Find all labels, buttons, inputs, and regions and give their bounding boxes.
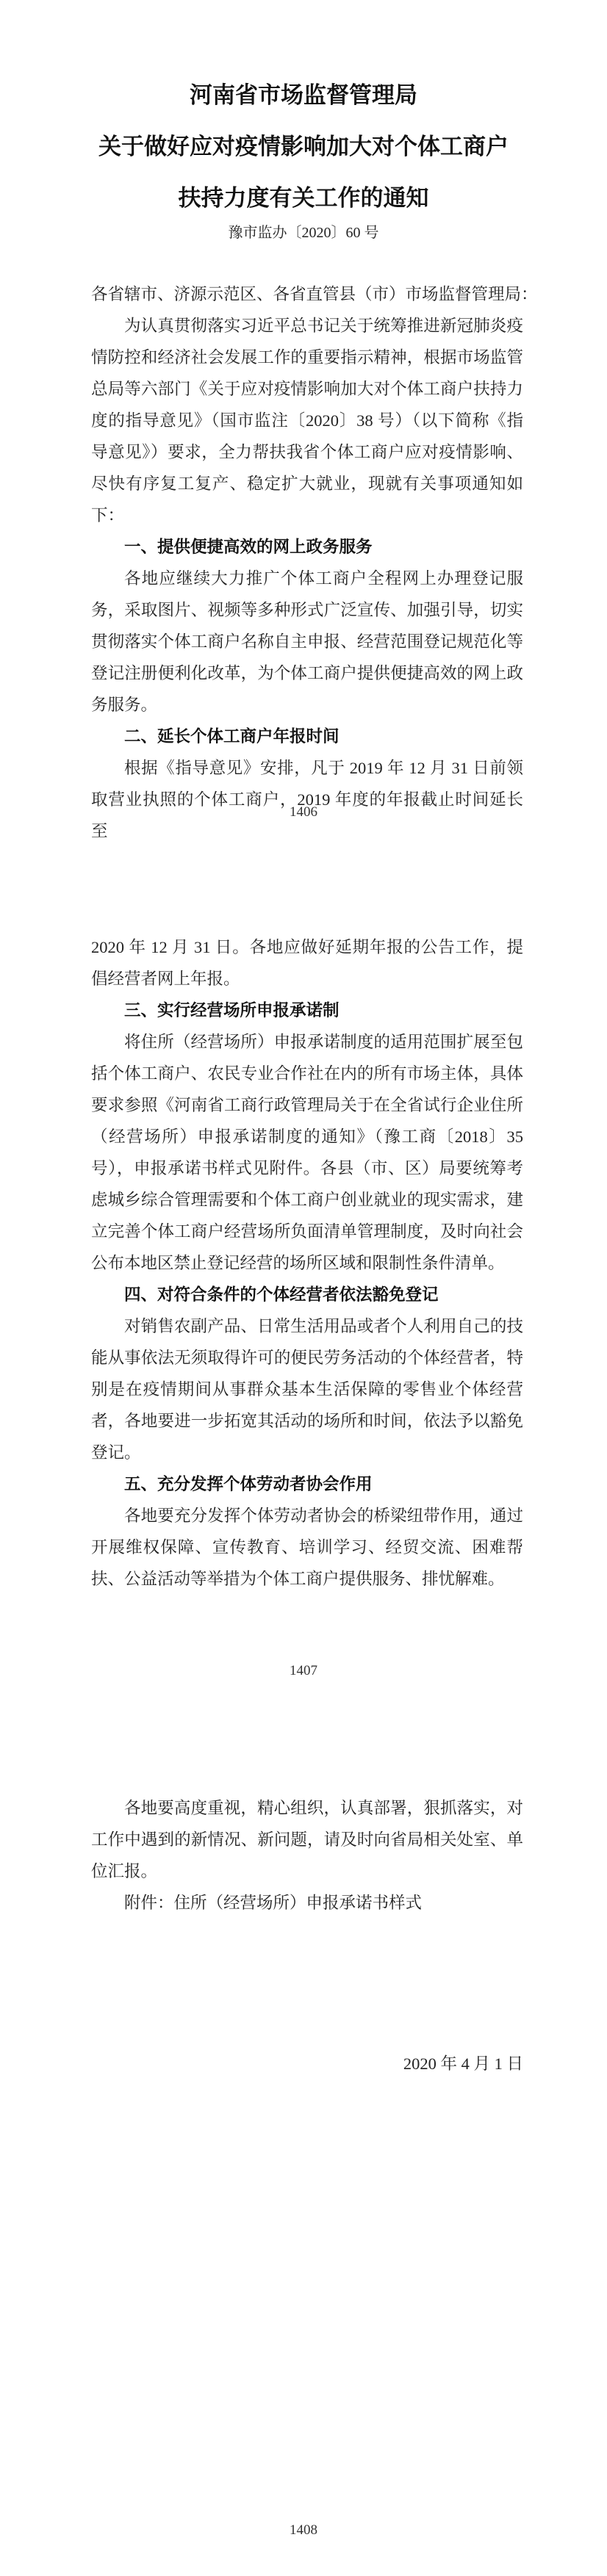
section-2-heading: 二、延长个体工商户年报时间: [124, 727, 340, 746]
title-line-agency: 河南省市场监督管理局: [190, 82, 417, 108]
page-2-body: [91, 931, 523, 1595]
salutation: 各省辖市、济源示范区、各省直管县（市）市场监督管理局：: [91, 285, 538, 303]
section-4-paragraph: 对销售农副产品、日常生活用品或者个人利用自己的技能从事依法无须取得许可的便民劳务活动的个体经营者，特别是在疫情期间从事群众基本生活保障的零售业个体经营者，各地要进一步拓宽其活动的场所和时间，依法予以豁免登记。: [91, 1317, 523, 1462]
section-3-paragraph: 将住所（经营场所）申报承诺制度的适用范围扩展至包括个体工商户、农民专业合作社在内的所有市场主体，具体要求参照《河南省工商行政管理局关于在全省试行企业住所（经营场所）申报承诺制度的通知》（豫工商〔2018〕35 号），申报承诺书样式见附件。各县（市、区）局要统筹考虑城乡综合管理需要和个体工商户创业就业的现实需求，建立完善个体工商户经营场所负面清单管理制度，及时向社会公布本地区禁止登记经营的场所区域和限制性条件清单。: [91, 1033, 523, 1272]
section-2-paragraph-part-2: 2020 年 12 月 31 日。各地应做好延期年报的公告工作，提倡经营者网上年报。: [91, 938, 523, 988]
document-title: [0, 70, 607, 224]
intro-paragraph: 为认真贯彻落实习近平总书记关于统筹推进新冠肺炎疫情防控和经济社会发展工作的重要指示精神，根据市场监管总局等六部门《关于应对疫情影响加大对个体工商户扶持力度的指导意见》（国市监注〔2020〕38 号）（以下简称《指导意见》）要求，全力帮扶我省个体工商户应对疫情影响、尽快有序复工复产、稳定扩大就业，现就有关事项通知如下：: [91, 317, 523, 524]
section-3-heading: 三、实行经营场所申报承诺制: [124, 1001, 340, 1020]
document-number: 豫市监办〔2020〕60 号: [228, 225, 379, 241]
section-2-paragraph-part-1: 根据《指导意见》安排，凡于 2019 年 12 月 31 日前领取营业执照的个体工商户，2019 年度的年报截止时间延长至: [91, 759, 523, 840]
title-line-subject-1: 关于做好应对疫情影响加大对个体工商户: [98, 134, 509, 159]
page-3-body: [91, 1792, 523, 1919]
section-1-paragraph: 各地应继续大力推广个体工商户全程网上办理登记服务，采取图片、视频等多种形式广泛宣传、加强引导，切实贯彻落实个体工商户名称自主申报、经营范围登记规范化等登记注册便利化改革，为个体工商户提供便捷高效的网上政务服务。: [91, 569, 523, 714]
page-1-body: [91, 278, 538, 847]
page-number-3: 1408: [290, 2522, 317, 2538]
title-line-subject-2: 扶持力度有关工作的通知: [178, 185, 429, 211]
attachment-line: 附件：住所（经营场所）申报承诺书样式: [124, 1894, 423, 1912]
page-number-1: 1406: [290, 804, 317, 820]
closing-paragraph: 各地要高度重视，精心组织，认真部署，狠抓落实，对工作中遇到的新情况、新问题，请及时向省局相关处室、单位汇报。: [91, 1799, 523, 1880]
section-1-heading: 一、提供便捷高效的网上政务服务: [124, 538, 373, 556]
section-5-heading: 五、充分发挥个体劳动者协会作用: [124, 1475, 373, 1493]
section-5-paragraph: 各地要充分发挥个体劳动者协会的桥梁纽带作用，通过开展维权保障、宣传教育、培训学习、经贸交流、困难帮扶、公益活动等举措为个体工商户提供服务、排忧解难。: [91, 1507, 523, 1588]
issue-date: 2020 年 4 月 1 日: [403, 2054, 523, 2073]
section-4-heading: 四、对符合条件的个体经营者依法豁免登记: [124, 1285, 439, 1304]
page-number-2: 1407: [290, 1663, 317, 1678]
